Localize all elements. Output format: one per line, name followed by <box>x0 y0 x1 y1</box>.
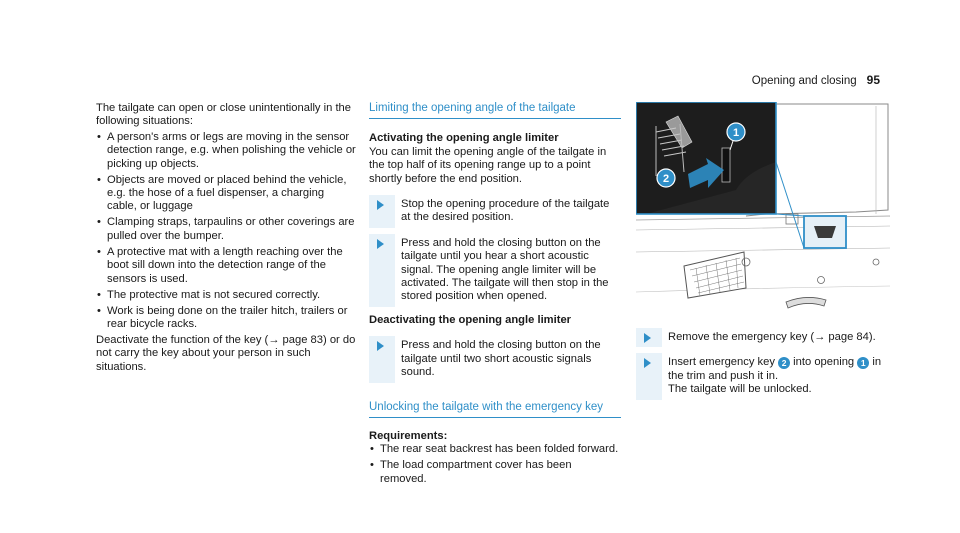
step-arrow-icon <box>644 333 651 343</box>
key-number-badge: 2 <box>778 357 790 369</box>
section-heading-unlocking: Unlocking the tailgate with the emergency key <box>369 401 621 418</box>
tailgate-illustration <box>636 102 890 316</box>
page-number: 95 <box>866 73 880 87</box>
step-arrow-icon <box>377 200 384 210</box>
column-middle <box>369 102 621 489</box>
instruction-step <box>369 198 621 225</box>
list-item: • Work is being done on the trailer hitch, trailers or rear bicycle racks. <box>96 305 356 332</box>
callout-2 <box>657 169 675 187</box>
step-text: Insert emergency key 2 into opening 1 in the trim and push it in. The tailgate will be unlocked. <box>668 356 882 396</box>
instruction-step <box>636 331 890 344</box>
list-item: • Clamping straps, tarpaulins or other coverings are pulled over the bumper. <box>96 216 356 243</box>
section-title: Opening and closing <box>751 75 857 87</box>
column-left <box>96 102 356 374</box>
list-item: • Objects are moved or placed behind the vehicle, e.g. the hose of a fuel dispenser, a charging cable, or luggage <box>96 174 356 214</box>
step-text: Stop the opening procedure of the tailgate at the desired position. <box>401 198 610 224</box>
step-text: Remove the emergency key (→ page 84). <box>668 331 876 343</box>
svg-text:1: 1 <box>732 127 740 139</box>
instruction-step <box>369 339 621 379</box>
list-item: • The protective mat is not secured correctly. <box>96 289 356 302</box>
step-arrow-icon <box>644 358 651 368</box>
list-item: • The rear seat backrest has been folded forward. <box>369 443 621 456</box>
requirements-heading: Requirements: <box>369 429 448 442</box>
instruction-step <box>369 237 621 304</box>
section-heading-limiting: Limiting the opening angle of the tailgate <box>369 102 621 119</box>
activating-paragraph: You can limit the opening angle of the tailgate in the top half of its opening range up to a point shortly before the end position. <box>369 145 607 185</box>
svg-text:2: 2 <box>662 173 670 185</box>
page-header <box>752 74 880 88</box>
step-text: Press and hold the closing button on the tailgate until you hear a short acoustic signal. The opening angle limiter will be activated. The tailgate will then stop in the stored position when opened. <box>401 236 609 303</box>
step-arrow-icon <box>377 239 384 249</box>
step-result: The tailgate will be unlocked. <box>668 383 812 396</box>
requirements-list <box>369 443 621 486</box>
instruction-step <box>636 356 890 396</box>
situation-list <box>96 131 356 332</box>
outro-paragraph: Deactivate the function of the key (→ page 83) or do not carry the key about your person in such situations. <box>96 334 356 373</box>
intro-paragraph: The tailgate can open or close unintentionally in the following situations: <box>96 102 351 128</box>
subheading-deactivating: Deactivating the opening angle limiter <box>369 313 572 326</box>
column-right <box>636 322 890 397</box>
subheading-activating: Activating the opening angle limiter <box>369 132 559 145</box>
list-item: • A person's arms or legs are moving in the sensor detection range, e.g. when polishing the vehicle or picking up objects. <box>96 131 356 171</box>
list-item: • A protective mat with a length reaching over the boot sill down into the detection range of the sensors is used. <box>96 246 356 286</box>
step-text: Press and hold the closing button on the tailgate until two short acoustic signals sound. <box>401 339 601 379</box>
step-arrow-icon <box>377 341 384 351</box>
list-item: • The load compartment cover has been removed. <box>369 459 621 486</box>
illustration-svg <box>636 102 890 316</box>
opening-number-badge: 1 <box>857 357 869 369</box>
